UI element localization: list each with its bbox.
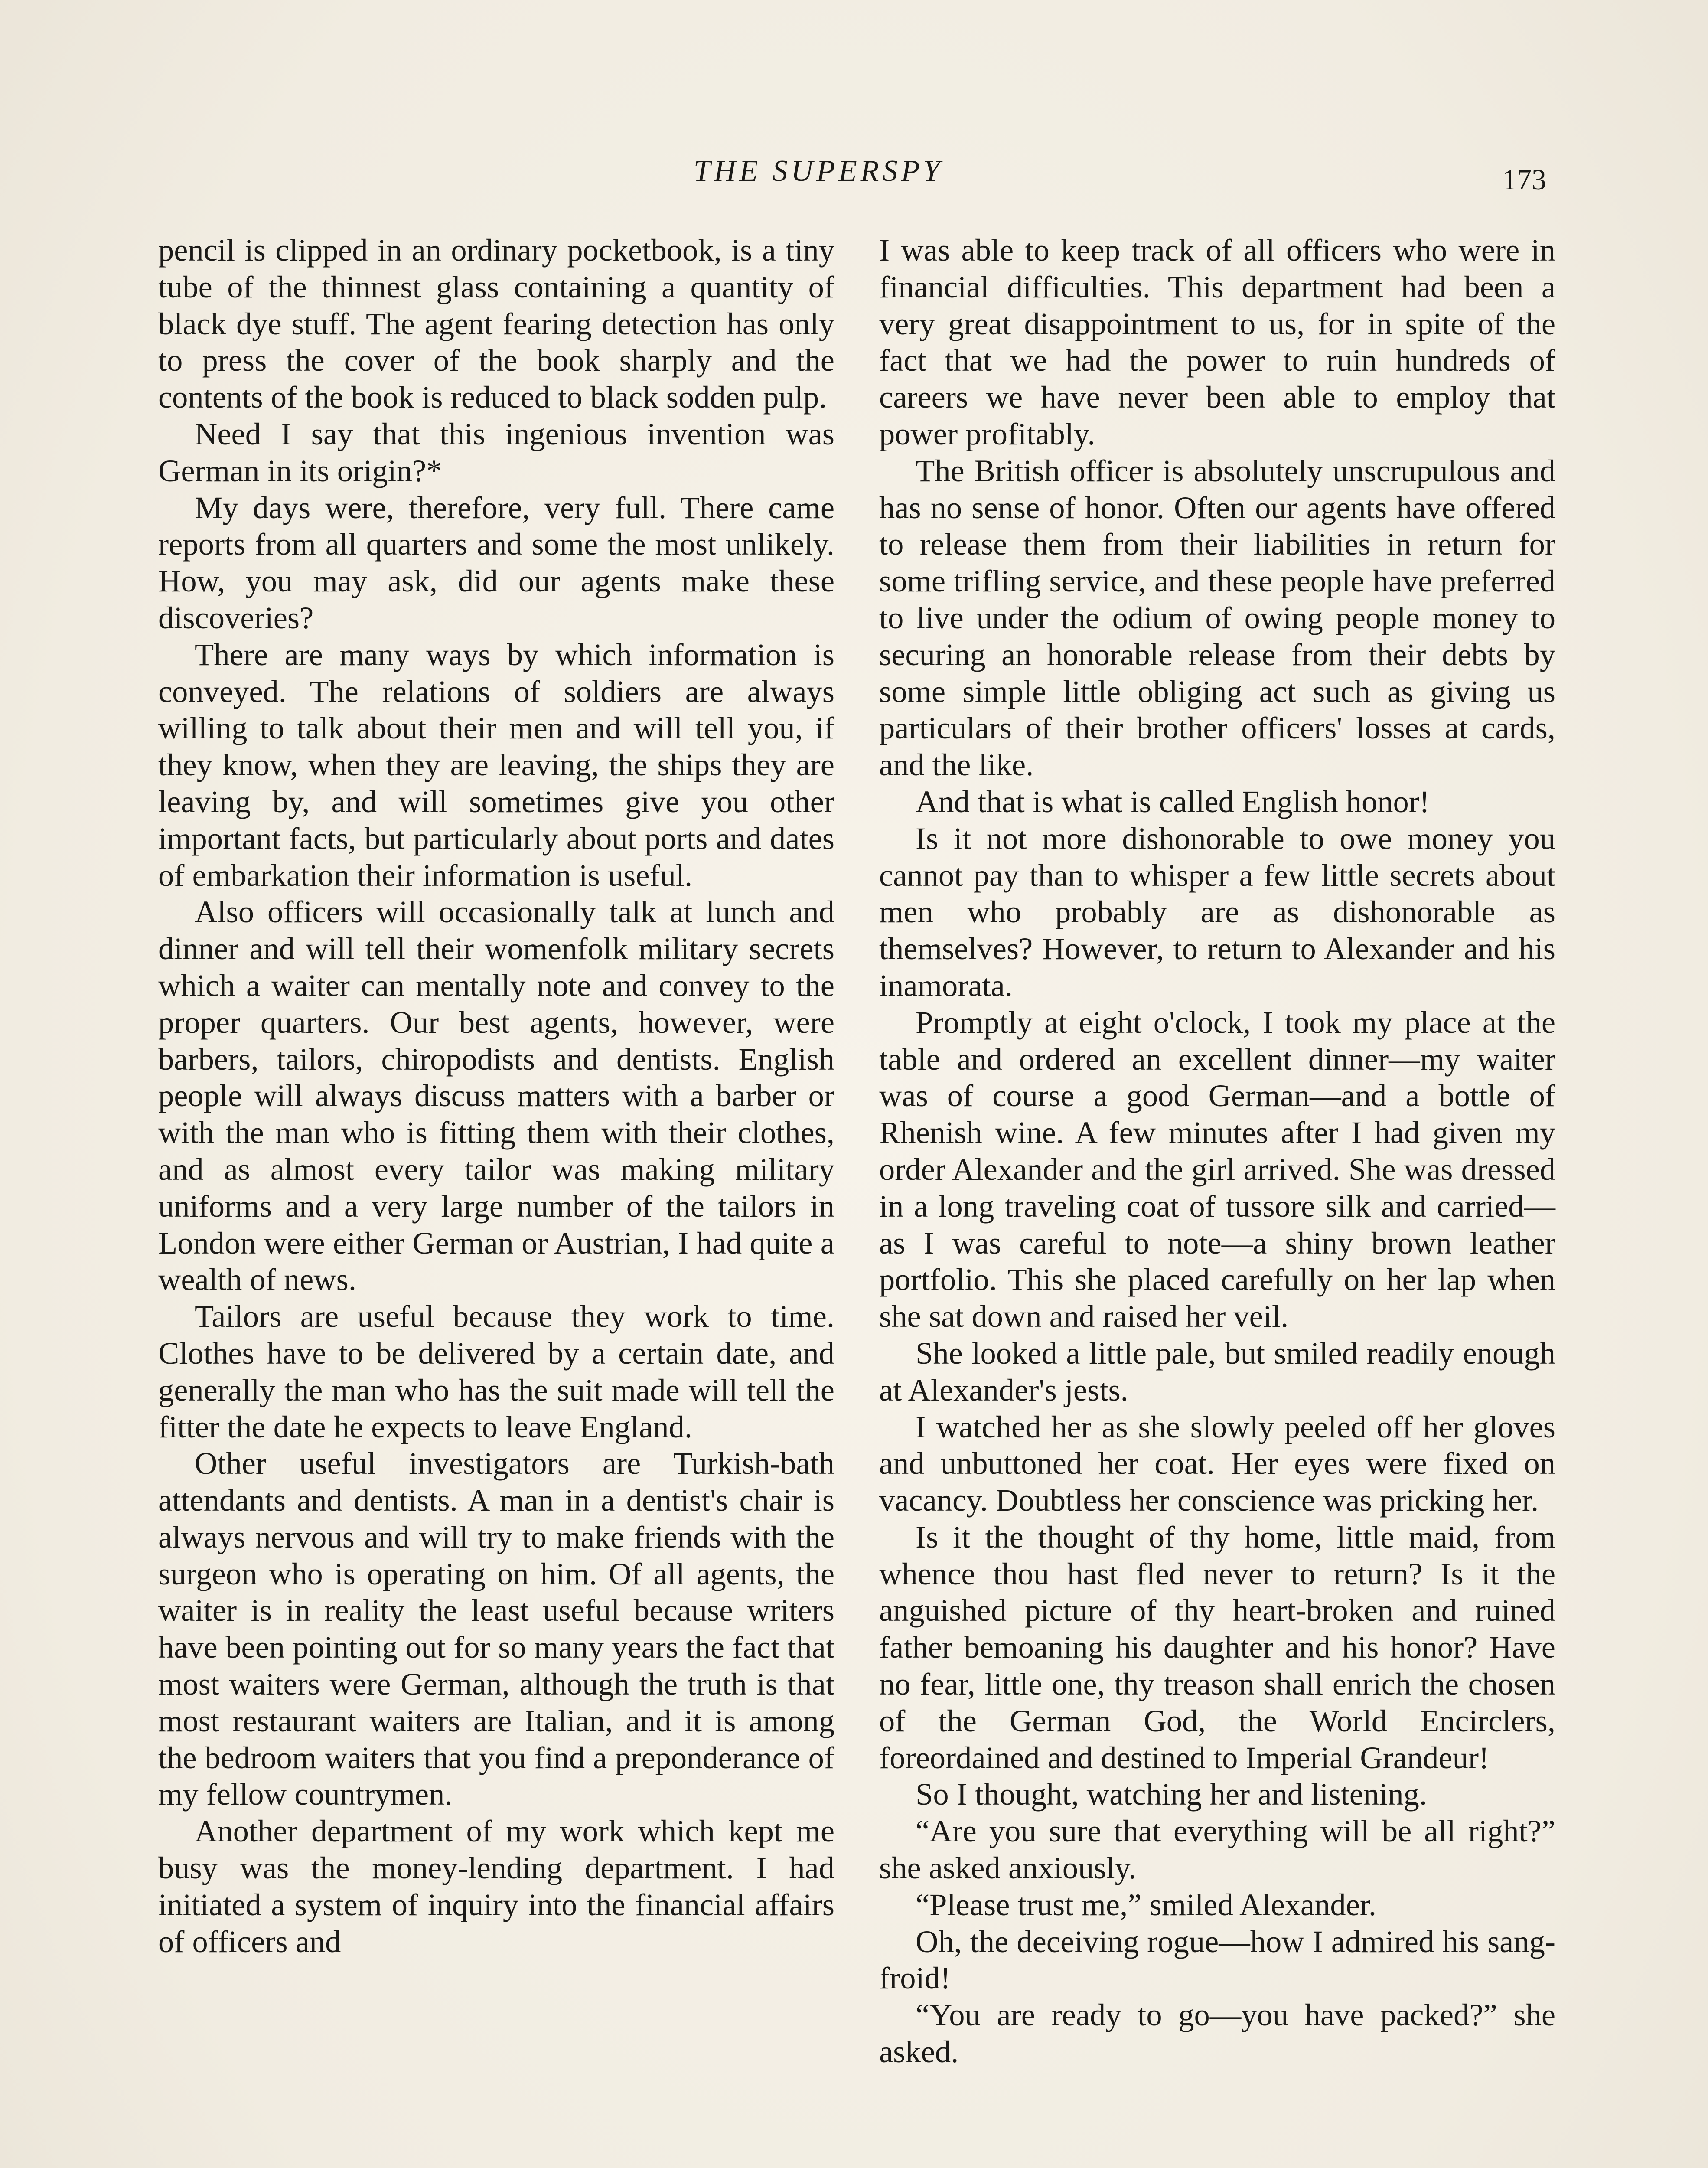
paragraph: Promptly at eight o'clock, I took my place at the table and ordered an excellent dinner—my waiter was of course a good German—and a bottle of Rhenish wine. A few minutes after I had given my order Alexander and the girl arrived. She was dressed in a long traveling coat of tussore silk and carried—as I was careful to note—a shiny brown leather portfolio. This she placed carefully on her lap when she sat down and raised her veil.	[879, 1004, 1555, 1334]
paragraph: Tailors are useful because they work to time. Clothes have to be delivered by a certain date, and generally the man who has the suit made will tell the fitter the date he expects to leave England.	[158, 1299, 834, 1444]
paragraph: “You are ready to go—you have packed?” she asked.	[879, 1997, 1555, 2070]
paragraph: I was able to keep track of all officers who were in financial difficulties. This department had been a very great disappointment to us, for in spite of the fact that we had the power to ruin hundreds of careers we have never been able to employ that power profitably.	[879, 232, 1555, 451]
paragraph: “Please trust me,” smiled Alexander.	[916, 1887, 1377, 1922]
paragraph: There are many ways by which information is conveyed. The relations of soldiers are always willing to talk about their men and will tell you, if they know, when they are leaving, the ships they are leaving by, and will sometimes give you other important facts, but particularly about ports and dates of embarkation their information is useful.	[158, 637, 834, 893]
paragraph: pencil is clipped in an ordinary pocketbook, is a tiny tube of the thinnest glass containing a quantity of black dye stuff. The agent fearing detection has only to press the cover of the book sharply and the contents of the book is reduced to black sodden pulp.	[158, 232, 834, 415]
paragraph: And that is what is called English honor!	[916, 784, 1430, 819]
paragraph: Other useful investigators are Turkish-bath attendants and dentists. A man in a dentist's chair is always nervous and will try to make friends with the surgeon who is operating on him. Of all agents, the waiter is in reality the least useful because writers have been pointing out for so many years the fact that most waiters were German, although the truth is that most restaurant waiters are Italian, and it is among the bedroom waiters that you find a preponderance of my fellow countrymen.	[158, 1446, 834, 1812]
page-number: 173	[1502, 163, 1546, 196]
paragraph: Is it not more dishonorable to owe money you cannot pay than to whisper a few little secrets about men who probably are as dishonorable as themselves? However, to return to Alexander and his inamorata.	[879, 820, 1555, 1003]
paragraph: “Are you sure that everything will be all right?” she asked anxiously.	[879, 1813, 1555, 1886]
paragraph: Also officers will occasionally talk at lunch and dinner and will tell their womenfolk military secrets which a waiter can mentally note and convey to the proper quarters. Our best agents, however, were barbers, tailors, chiropodists and dentists. English people will always discuss matters with a barber or with the man who is fitting them with their clothes, and as almost every tailor was making military uniforms and a very large number of the tailors in London were either German or Austrian, I had quite a wealth of news.	[158, 894, 834, 1297]
paragraph: She looked a little pale, but smiled readily enough at Alexander's jests.	[879, 1335, 1555, 1407]
paragraph: Oh, the deceiving rogue—how I admired his sang-froid!	[879, 1923, 1555, 1996]
paragraph: The British officer is absolutely unscrupulous and has no sense of honor. Often our agents have offered to release them from their liabilities in return for some trifling service, and these people have preferred to live under the odium of owing people money to securing an honorable release from their debts by some simple little obliging act such as giving us particulars of their brother officers' losses at cards, and the like.	[879, 453, 1555, 783]
running-head-title: THE SUPERSPY	[694, 154, 944, 188]
paragraph: Another department of my work which kept me busy was the money-lending department. I had initiated a system of inquiry into the financial affairs of officers and	[158, 1813, 834, 1959]
paragraph: Is it the thought of thy home, little maid, from whence thou hast fled never to return? Is it the anguished picture of thy heart-broken and ruined father bemoaning his daughter and his honor? Have no fear, little one, thy treason shall enrich the chosen of the German God, the World Encirclers, foreordained and destined to Imperial Grandeur!	[879, 1519, 1555, 1775]
paragraph: Need I say that this ingenious invention was German in its origin?*	[158, 416, 834, 488]
paragraph: I watched her as she slowly peeled off her gloves and unbuttoned her coat. Her eyes were fixed on vacancy. Doubtless her conscience was pricking her.	[879, 1409, 1555, 1518]
paragraph: My days were, therefore, very full. There came reports from all quarters and some the most unlikely. How, you may ask, did our agents make these discoveries?	[158, 490, 834, 635]
right-column	[879, 232, 1555, 2070]
left-column	[158, 232, 834, 1960]
paragraph: So I thought, watching her and listening.	[916, 1776, 1427, 1812]
